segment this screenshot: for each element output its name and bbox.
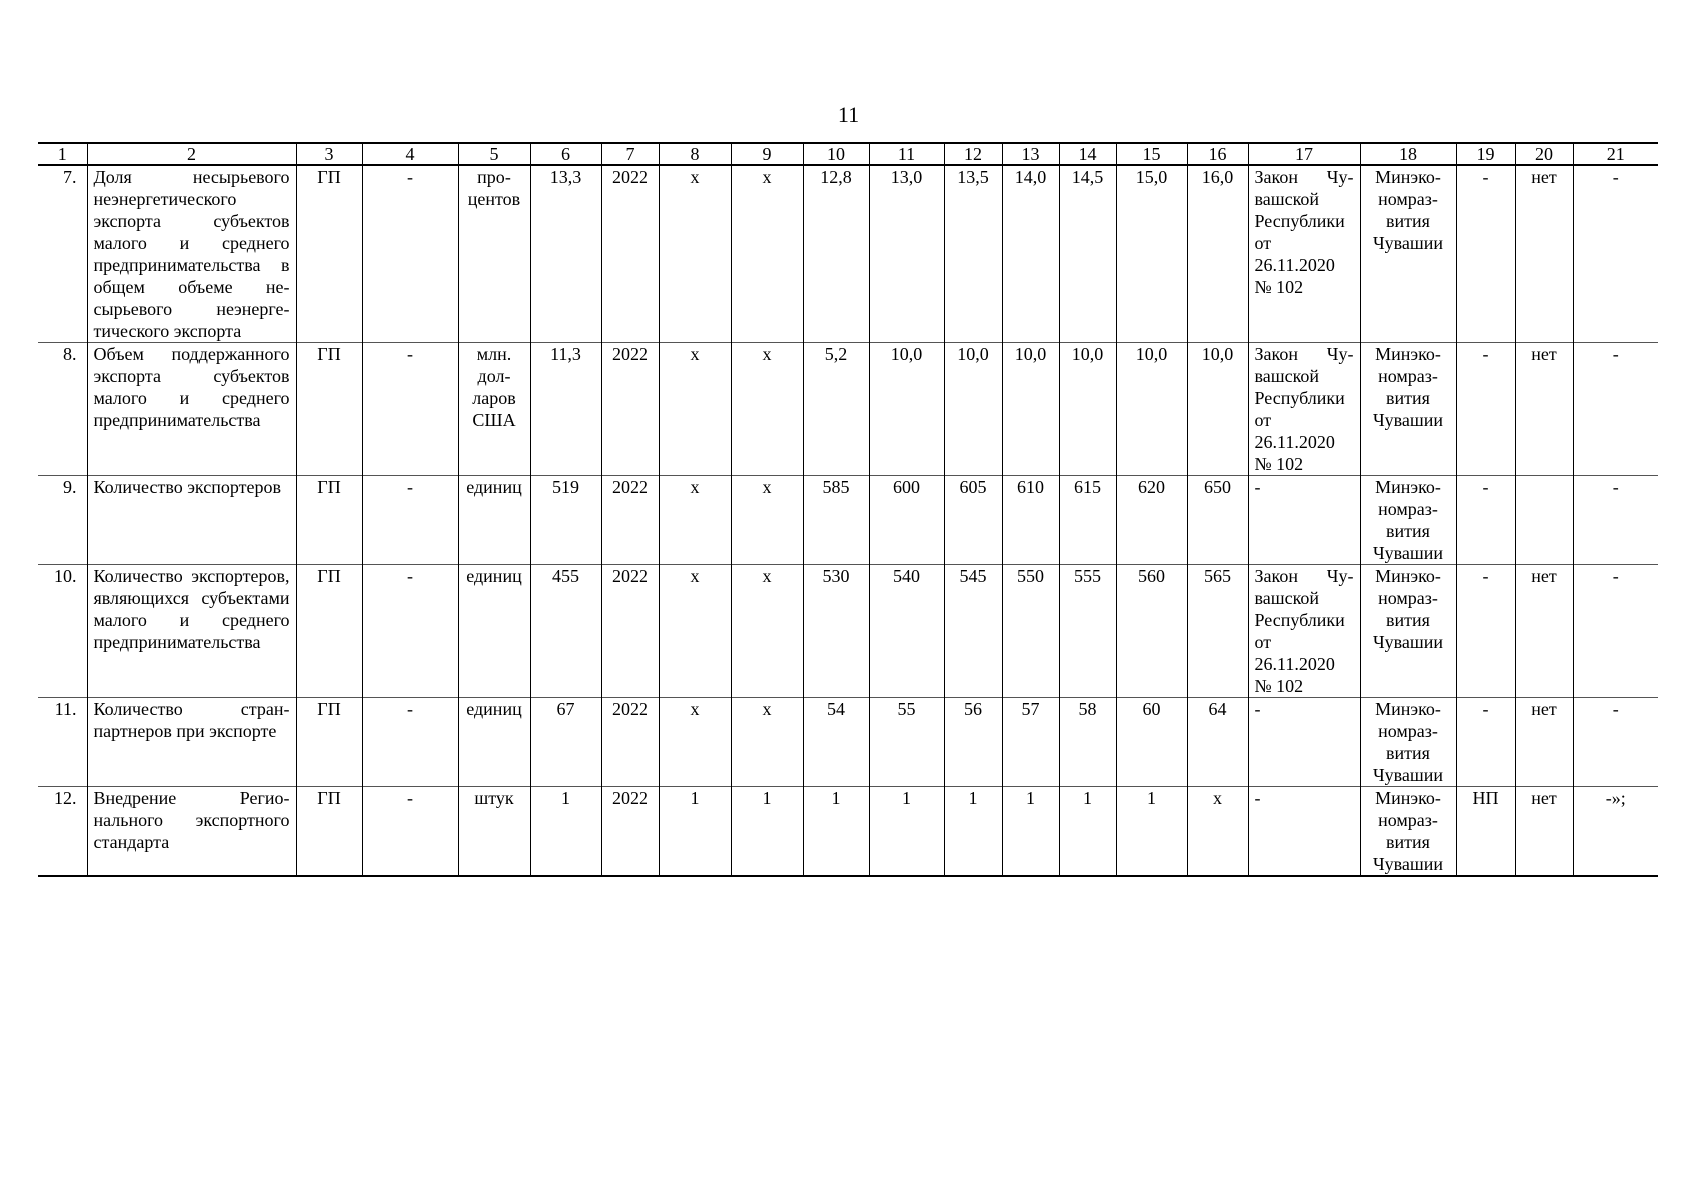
base-value-cell: 455: [530, 565, 601, 698]
value-16-cell: 64: [1187, 698, 1248, 787]
column-number-21: 21: [1573, 143, 1658, 165]
row-number-cell: 9.: [38, 476, 87, 565]
value-16-cell: 650: [1187, 476, 1248, 565]
value-15-cell: 620: [1116, 476, 1187, 565]
value-10-cell: 5,2: [803, 343, 869, 476]
value-15-cell: 15,0: [1116, 165, 1187, 343]
col-8-cell: х: [659, 476, 731, 565]
col-9-cell: х: [731, 343, 803, 476]
column-number-row: [38, 143, 1658, 165]
unit-cell: процентов: [458, 165, 530, 343]
base-value-cell: 67: [530, 698, 601, 787]
col-21-cell: -: [1573, 476, 1658, 565]
indicator-name-cell: Внедрение Регионального экспортного стандарта: [87, 787, 296, 877]
column-number-20: 20: [1515, 143, 1573, 165]
value-14-cell: 10,0: [1059, 343, 1116, 476]
value-13-cell: 14,0: [1002, 165, 1059, 343]
value-13-cell: 550: [1002, 565, 1059, 698]
col-20-cell: нет: [1515, 343, 1573, 476]
col-21-cell: -: [1573, 343, 1658, 476]
unit-cell: штук: [458, 787, 530, 877]
value-13-cell: 10,0: [1002, 343, 1059, 476]
indicator-name-cell: Количество стран-партнеров при экспорте: [87, 698, 296, 787]
column-number-10: 10: [803, 143, 869, 165]
col-20-cell: нет: [1515, 698, 1573, 787]
value-15-cell: 10,0: [1116, 343, 1187, 476]
responsible-executor-cell: Минэкономразвития Чувашии: [1360, 343, 1456, 476]
col-3-cell: ГП: [296, 698, 362, 787]
col-4-cell: -: [362, 476, 458, 565]
value-11-cell: 540: [869, 565, 944, 698]
value-11-cell: 10,0: [869, 343, 944, 476]
value-11-cell: 1: [869, 787, 944, 877]
col-8-cell: х: [659, 698, 731, 787]
col-4-cell: -: [362, 343, 458, 476]
column-number-19: 19: [1456, 143, 1515, 165]
col-20-cell: нет: [1515, 165, 1573, 343]
col-9-cell: х: [731, 565, 803, 698]
col-19-cell: -: [1456, 698, 1515, 787]
col-3-cell: ГП: [296, 476, 362, 565]
responsible-executor-cell: Минэкономразвития Чувашии: [1360, 787, 1456, 877]
col-4-cell: -: [362, 565, 458, 698]
column-number-1: 1: [38, 143, 87, 165]
col-19-cell: -: [1456, 165, 1515, 343]
legal-basis-cell: -: [1248, 476, 1360, 565]
value-12-cell: 1: [944, 787, 1002, 877]
col-8-cell: х: [659, 343, 731, 476]
col-9-cell: х: [731, 476, 803, 565]
value-12-cell: 10,0: [944, 343, 1002, 476]
value-15-cell: 560: [1116, 565, 1187, 698]
unit-cell: млн. долларов США: [458, 343, 530, 476]
table-row: [38, 165, 1658, 343]
col-21-cell: -: [1573, 565, 1658, 698]
base-value-cell: 1: [530, 787, 601, 877]
table-row: [38, 787, 1658, 877]
value-14-cell: 14,5: [1059, 165, 1116, 343]
col-4-cell: -: [362, 787, 458, 877]
responsible-executor-cell: Минэкономразвития Чувашии: [1360, 565, 1456, 698]
col-9-cell: х: [731, 698, 803, 787]
value-13-cell: 610: [1002, 476, 1059, 565]
value-11-cell: 55: [869, 698, 944, 787]
value-10-cell: 1: [803, 787, 869, 877]
base-year-cell: 2022: [601, 343, 659, 476]
col-19-cell: НП: [1456, 787, 1515, 877]
base-value-cell: 13,3: [530, 165, 601, 343]
value-16-cell: 10,0: [1187, 343, 1248, 476]
responsible-executor-cell: Минэкономразвития Чувашии: [1360, 165, 1456, 343]
column-number-12: 12: [944, 143, 1002, 165]
column-number-11: 11: [869, 143, 944, 165]
responsible-executor-cell: Минэкономразвития Чувашии: [1360, 476, 1456, 565]
value-15-cell: 60: [1116, 698, 1187, 787]
legal-basis-cell: Закон Чувашской Республики от 26.11.2020 № 102: [1248, 565, 1360, 698]
table-row: [38, 476, 1658, 565]
col-20-cell: [1515, 476, 1573, 565]
column-number-13: 13: [1002, 143, 1059, 165]
value-13-cell: 57: [1002, 698, 1059, 787]
column-number-15: 15: [1116, 143, 1187, 165]
column-number-9: 9: [731, 143, 803, 165]
unit-cell: единиц: [458, 476, 530, 565]
unit-cell: единиц: [458, 698, 530, 787]
column-number-8: 8: [659, 143, 731, 165]
base-value-cell: 519: [530, 476, 601, 565]
column-number-6: 6: [530, 143, 601, 165]
base-value-cell: 11,3: [530, 343, 601, 476]
column-number-2: 2: [87, 143, 296, 165]
row-number-cell: 11.: [38, 698, 87, 787]
column-number-3: 3: [296, 143, 362, 165]
col-3-cell: ГП: [296, 343, 362, 476]
value-16-cell: 565: [1187, 565, 1248, 698]
value-10-cell: 585: [803, 476, 869, 565]
indicator-name-cell: Количество экспортеров, являющихся субъектами малого и среднего предпринимательства: [87, 565, 296, 698]
indicator-name-cell: Объем поддержанного экспорта субъектов малого и среднего предпринимательства: [87, 343, 296, 476]
legal-basis-cell: -: [1248, 698, 1360, 787]
col-21-cell: -: [1573, 165, 1658, 343]
base-year-cell: 2022: [601, 565, 659, 698]
column-number-14: 14: [1059, 143, 1116, 165]
column-number-16: 16: [1187, 143, 1248, 165]
column-number-5: 5: [458, 143, 530, 165]
column-number-18: 18: [1360, 143, 1456, 165]
value-12-cell: 605: [944, 476, 1002, 565]
col-9-cell: х: [731, 165, 803, 343]
col-8-cell: 1: [659, 787, 731, 877]
table-row: [38, 343, 1658, 476]
indicator-name-cell: Доля несырьевого неэнергетического экспорта субъектов малого и среднего предпринимательства в общем объеме несырьевого неэнергетического экспорта: [87, 165, 296, 343]
col-9-cell: 1: [731, 787, 803, 877]
row-number-cell: 8.: [38, 343, 87, 476]
col-3-cell: ГП: [296, 165, 362, 343]
table-row: [38, 698, 1658, 787]
value-12-cell: 545: [944, 565, 1002, 698]
col-19-cell: -: [1456, 565, 1515, 698]
legal-basis-cell: Закон Чувашской Республики от 26.11.2020 № 102: [1248, 343, 1360, 476]
value-10-cell: 530: [803, 565, 869, 698]
unit-cell: единиц: [458, 565, 530, 698]
base-year-cell: 2022: [601, 698, 659, 787]
value-14-cell: 555: [1059, 565, 1116, 698]
base-year-cell: 2022: [601, 476, 659, 565]
row-number-cell: 12.: [38, 787, 87, 877]
col-19-cell: -: [1456, 343, 1515, 476]
legal-basis-cell: -: [1248, 787, 1360, 877]
col-4-cell: -: [362, 165, 458, 343]
col-3-cell: ГП: [296, 565, 362, 698]
indicators-table: [38, 142, 1658, 877]
col-8-cell: х: [659, 165, 731, 343]
value-16-cell: 16,0: [1187, 165, 1248, 343]
col-8-cell: х: [659, 565, 731, 698]
indicator-name-cell: Количество экспортеров: [87, 476, 296, 565]
value-11-cell: 600: [869, 476, 944, 565]
row-number-cell: 7.: [38, 165, 87, 343]
col-21-cell: -»;: [1573, 787, 1658, 877]
value-12-cell: 13,5: [944, 165, 1002, 343]
value-13-cell: 1: [1002, 787, 1059, 877]
value-14-cell: 58: [1059, 698, 1116, 787]
value-14-cell: 615: [1059, 476, 1116, 565]
value-14-cell: 1: [1059, 787, 1116, 877]
column-number-17: 17: [1248, 143, 1360, 165]
col-20-cell: нет: [1515, 565, 1573, 698]
value-12-cell: 56: [944, 698, 1002, 787]
col-19-cell: -: [1456, 476, 1515, 565]
column-number-7: 7: [601, 143, 659, 165]
value-10-cell: 12,8: [803, 165, 869, 343]
col-4-cell: -: [362, 698, 458, 787]
page-number: 11: [837, 102, 860, 127]
col-21-cell: -: [1573, 698, 1658, 787]
base-year-cell: 2022: [601, 165, 659, 343]
row-number-cell: 10.: [38, 565, 87, 698]
legal-basis-cell: Закон Чувашской Республики от 26.11.2020 № 102: [1248, 165, 1360, 343]
col-20-cell: нет: [1515, 787, 1573, 877]
responsible-executor-cell: Минэкономразвития Чувашии: [1360, 698, 1456, 787]
value-10-cell: 54: [803, 698, 869, 787]
value-15-cell: 1: [1116, 787, 1187, 877]
value-16-cell: х: [1187, 787, 1248, 877]
base-year-cell: 2022: [601, 787, 659, 877]
col-3-cell: ГП: [296, 787, 362, 877]
column-number-4: 4: [362, 143, 458, 165]
table-row: [38, 565, 1658, 698]
value-11-cell: 13,0: [869, 165, 944, 343]
